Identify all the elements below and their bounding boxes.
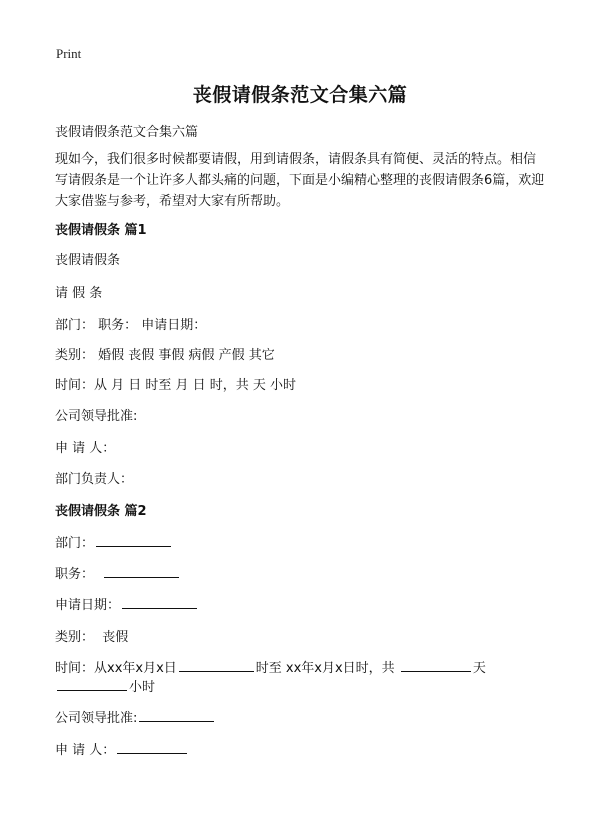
- department-blank: [96, 532, 171, 547]
- time-part-3: 天: [472, 661, 486, 676]
- applicant-field: [55, 739, 189, 758]
- article1-line: 部门负责人：: [55, 472, 134, 487]
- apply-date-blank: [122, 594, 197, 609]
- article1-line: 丧假请假条: [55, 253, 121, 268]
- article1-line: 时间：从 月 日 时至 月 日 时，共 天 小时: [55, 378, 297, 393]
- intro-paragraph: 现如今，我们很多时候都要请假，用到请假条，请假条具有简便、灵活的特点。相信写请假条是一个让许多人都头痛的问题，下面是小编精心整理的丧假请假条6篇，欢迎大家借鉴与参考，希望对大家有所帮助。: [55, 152, 545, 209]
- category-value: 丧假: [102, 630, 129, 645]
- approval-field: [55, 707, 216, 726]
- article1-line: 申 请 人：: [55, 441, 116, 456]
- position-field: [55, 563, 181, 582]
- article1-line: 请 假 条: [55, 286, 103, 301]
- article1-line: 类别： 婚假 丧假 事假 病假 产假 其它: [55, 348, 275, 363]
- time-hours-blank: [57, 676, 127, 691]
- department-field: [55, 532, 173, 551]
- time-field: [55, 657, 486, 676]
- position-label: 职务：: [55, 567, 95, 582]
- article2-heading: 丧假请假条 篇2: [55, 504, 147, 519]
- approval-blank: [139, 707, 214, 722]
- subtitle: 丧假请假条范文合集六篇: [55, 125, 199, 140]
- article1-heading: 丧假请假条 篇1: [55, 223, 147, 238]
- category-field: [55, 626, 128, 645]
- applicant-blank: [117, 739, 187, 754]
- category-label: 类别：: [55, 630, 95, 645]
- time-start-blank: [179, 657, 254, 672]
- time-days-blank: [401, 657, 471, 672]
- article1-line: 公司领导批准:: [55, 409, 138, 424]
- page-title: 丧假请假条范文合集六篇: [192, 84, 408, 106]
- position-blank: [104, 563, 179, 578]
- time-part-2: 时至 xx年x月x日时，共: [255, 661, 399, 676]
- print-link[interactable]: Print: [56, 46, 82, 61]
- time-part-1: 时间：从xx年x月x日: [55, 661, 177, 676]
- time-field-cont: [55, 676, 155, 695]
- applicant-label: 申 请 人：: [55, 743, 116, 758]
- approval-label: 公司领导批准:: [55, 711, 138, 726]
- article1-line: 部门： 职务： 申请日期：: [55, 318, 207, 333]
- department-label: 部门：: [55, 536, 95, 551]
- apply-date-field: [55, 594, 199, 613]
- apply-date-label: 申请日期：: [55, 598, 121, 613]
- time-part-4: 小时: [129, 680, 156, 695]
